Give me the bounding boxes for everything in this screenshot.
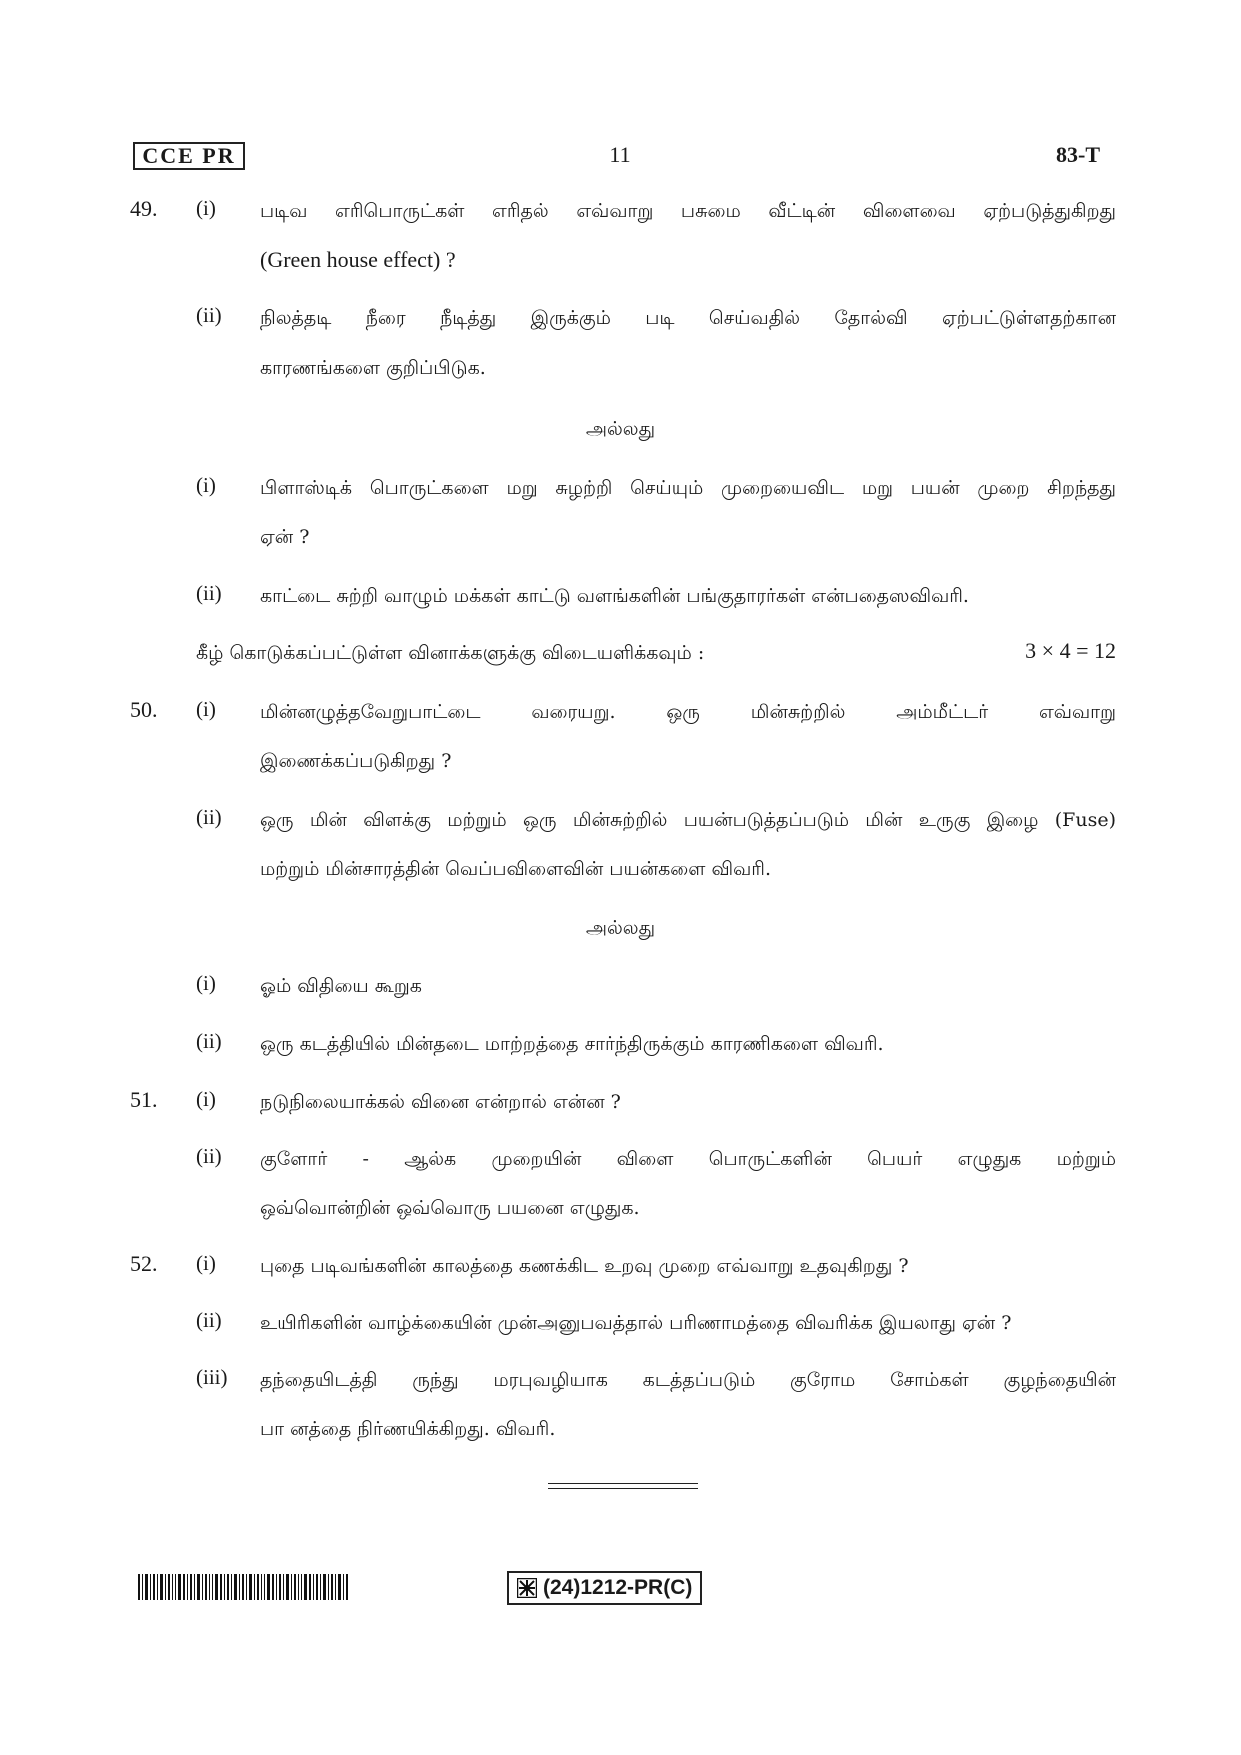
footer-paper-code-box — [507, 1571, 702, 1605]
q50-alt-ii-label: (ii) — [196, 1029, 222, 1053]
question-number-52: 52. — [130, 1251, 158, 1276]
subject-code-box: CCE PR — [133, 142, 245, 170]
end-rule-bottom — [548, 1488, 698, 1489]
q49-i-line2: (Green house effect) ? — [260, 247, 456, 272]
q52-i-line1: புதை படிவங்களின் காலத்தை கணக்கிட உறவு முறை எவ்வாறு உதவுகிறது ? — [260, 1255, 909, 1277]
end-rule-top — [548, 1483, 698, 1484]
q52-iii-label: (iii) — [196, 1365, 228, 1389]
q51-ii-line1: குளோர் - ஆல்க முறையின் விளை பொருட்களின் பெயர் எழுதுக மற்றும் — [260, 1148, 1116, 1170]
footer-code-text: (24)1212-PR(C) — [543, 1576, 693, 1599]
q51-i-line1: நடுநிலையாக்கல் வினை என்றால் என்ன ? — [260, 1091, 621, 1113]
q52-iii-line1: தந்தையிடத்தி ருந்து மரபுவழியாக கடத்தப்படும் குரோம சோம்கள் குழந்தையின் — [260, 1369, 1116, 1391]
question-number-51: 51. — [130, 1087, 158, 1112]
q50-ii-line2: மற்றும் மின்சாரத்தின் வெப்பவிளைவின் பயன்களை விவரி. — [260, 858, 771, 880]
q51-ii-label: (ii) — [196, 1144, 222, 1168]
q49-or-separator: அல்லது — [585, 418, 656, 440]
question-number-50: 50. — [130, 697, 158, 722]
q52-i-label: (i) — [196, 1251, 216, 1275]
q50-alt-i-label: (i) — [196, 971, 216, 995]
q50-alt-i-line1: ஓம் விதியை கூறுக — [260, 975, 422, 997]
q49-alt-i-line2: ஏன் ? — [260, 526, 310, 548]
q50-alt-ii-line1: ஒரு கடத்தியில் மின்தடை மாற்றத்தை சார்ந்திருக்கும் காரணிகளை விவரி. — [260, 1033, 884, 1055]
q50-i-line1: மின்னழுத்தவேறுபாட்டை வரையறு. ஒரு மின்சுற்றில் அம்மீட்டர் எவ்வாறு — [260, 701, 1116, 723]
q49-i-line1: படிவ எரிபொருட்கள் எரிதல் எவ்வாறு பசுமை வீட்டின் விளைவை ஏற்படுத்துகிறது — [260, 200, 1116, 222]
q50-or-separator: அல்லது — [585, 917, 656, 939]
q51-ii-line2: ஒவ்வொன்றின் ஒவ்வொரு பயனை எழுதுக. — [260, 1197, 640, 1219]
question-number-49: 49. — [130, 196, 158, 221]
barcode-icon — [138, 1574, 350, 1600]
q50-i-label: (i) — [196, 697, 216, 721]
q49-alt-ii-line1: காட்டை சுற்றி வாழும் மக்கள் காட்டு வளங்களின் பங்குதாரர்கள் என்பதைஸவிவரி. — [260, 585, 969, 607]
q49-alt-ii-label: (ii) — [196, 581, 222, 605]
q49-ii-line2: காரணங்களை குறிப்பிடுக. — [260, 357, 486, 379]
q49-ii-label: (ii) — [196, 303, 222, 327]
q49-alt-i-label: (i) — [196, 473, 216, 497]
page-number: 11 — [609, 142, 631, 167]
q50-ii-line1: ஒரு மின் விளக்கு மற்றும் ஒரு மின்சுற்றில் பயன்படுத்தப்படும் மின் உருகு இழை (Fuse) — [260, 809, 1116, 831]
q49-alt-i-line1: பிளாஸ்டிக் பொருட்களை மறு சுழற்றி செய்யும் முறையைவிட மறு பயன் முறை சிறந்தது — [260, 477, 1116, 499]
q50-ii-label: (ii) — [196, 805, 222, 829]
q51-i-label: (i) — [196, 1087, 216, 1111]
q50-i-line2: இணைக்கப்படுகிறது ? — [260, 750, 452, 772]
q52-iii-line2: பா னத்தை நிர்ணயிக்கிறது. விவரி. — [260, 1418, 556, 1440]
q49-i-label: (i) — [196, 196, 216, 220]
q49-ii-line1: நிலத்தடி நீரை நீடித்து இருக்கும் படி செய்வதில் தோல்வி ஏற்பட்டுள்ளதற்கான — [260, 307, 1116, 329]
paper-code: 83-T — [1056, 142, 1100, 167]
instruction-text: கீழ் கொடுக்கப்பட்டுள்ள வினாக்களுக்கு விடையளிக்கவும் : — [196, 642, 705, 664]
marks-allocation: 3 × 4 = 12 — [1025, 638, 1116, 663]
q52-ii-label: (ii) — [196, 1308, 222, 1332]
emblem-icon — [517, 1578, 537, 1598]
q52-ii-line1: உயிரிகளின் வாழ்க்கையின் முன்அனுபவத்தால் பரிணாமத்தை விவரிக்க இயலாது ஏன் ? — [260, 1312, 1012, 1334]
